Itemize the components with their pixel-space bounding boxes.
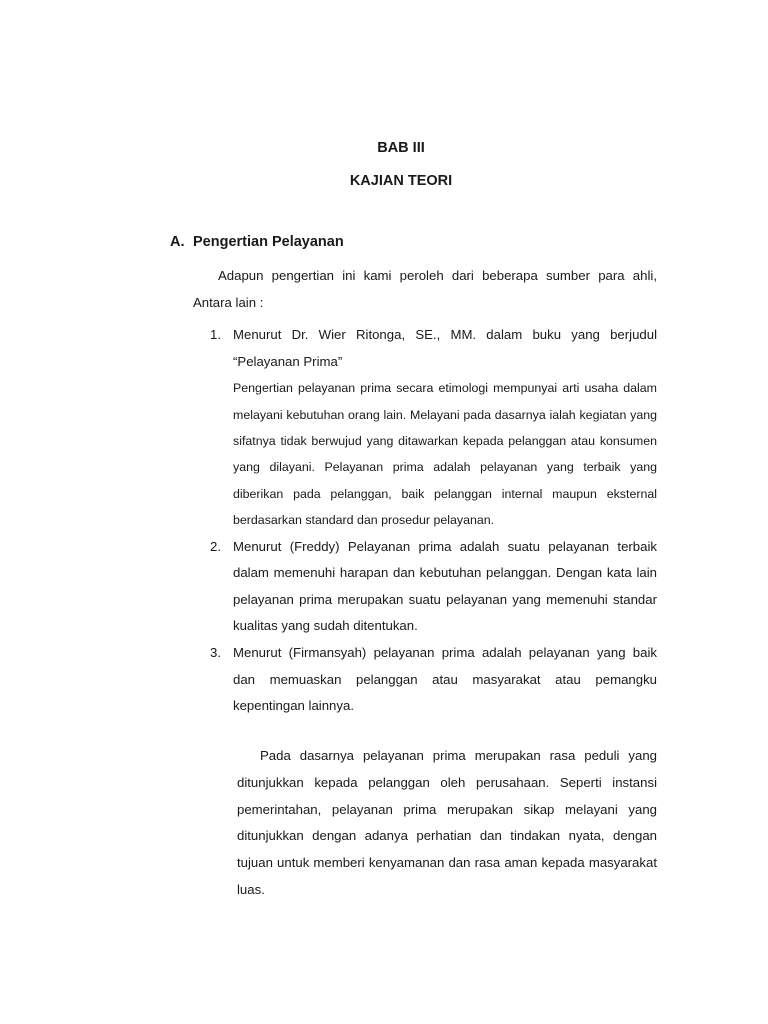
list-item-text: Menurut (Firmansyah) pelayanan prima adalah pelayanan yang baik dan memuaskan pelanggan atau masyarakat atau pemangku kepentingan lainnya. — [233, 645, 657, 714]
list-item-number: 3. — [210, 645, 221, 660]
chapter-number: BAB III — [377, 140, 425, 156]
list-item-number: 1. — [210, 327, 221, 342]
list-item — [210, 322, 657, 534]
chapter-title: KAJIAN TEORI — [349, 173, 453, 189]
list-item-number: 2. — [210, 538, 221, 554]
list-item-text: Menurut (Freddy) Pelayanan prima adalah suatu pelayanan terbaik dalam memenuhi harapan dan kebutuhan pelanggan. Dengan kata lain pelayanan prima merupakan suatu pelayanan yang memenuhi standar kualitas yang sudah ditentukan. — [233, 538, 657, 634]
section-intro: Adapun pengertian ini kami peroleh dari beberapa sumber para ahli, Antara lain : — [193, 268, 657, 310]
section-letter: A. — [170, 234, 185, 250]
list-item-detail: Pengertian pelayanan prima secara etimologi mempunyai arti usaha dalam melayani kebutuhan orang lain. Melayani pada dasarnya ialah kegiatan yang sifatnya tidak berwujud yang ditawarkan kepada pelanggan atau konsumen yang dilayani. Pelayanan prima adalah pelayanan yang terbaik yang diberikan pada pelanggan, baik pelanggan internal maupun eksternal berdasarkan standard dan prosedur pelayanan. — [233, 381, 657, 528]
section-heading — [170, 234, 344, 250]
definition-list — [210, 322, 657, 720]
list-item — [210, 640, 657, 720]
list-item-text: Menurut Dr. Wier Ritonga, SE., MM. dalam buku yang berjudul “Pelayanan Prima” — [233, 327, 657, 369]
section-title: Pengertian Pelayanan — [193, 234, 344, 250]
list-item — [210, 534, 657, 640]
closing-paragraph: Pada dasarnya pelayanan prima merupakan rasa peduli yang ditunjukkan kepada pelanggan oleh perusahaan. Seperti instansi pemerintahan, pelayanan prima merupakan sikap melayani yang ditunjukkan dengan adanya perhatian dan tindakan nyata, dengan tujuan untuk memberi kenyamanan dan rasa aman kepada masyarakat luas. — [237, 748, 657, 897]
